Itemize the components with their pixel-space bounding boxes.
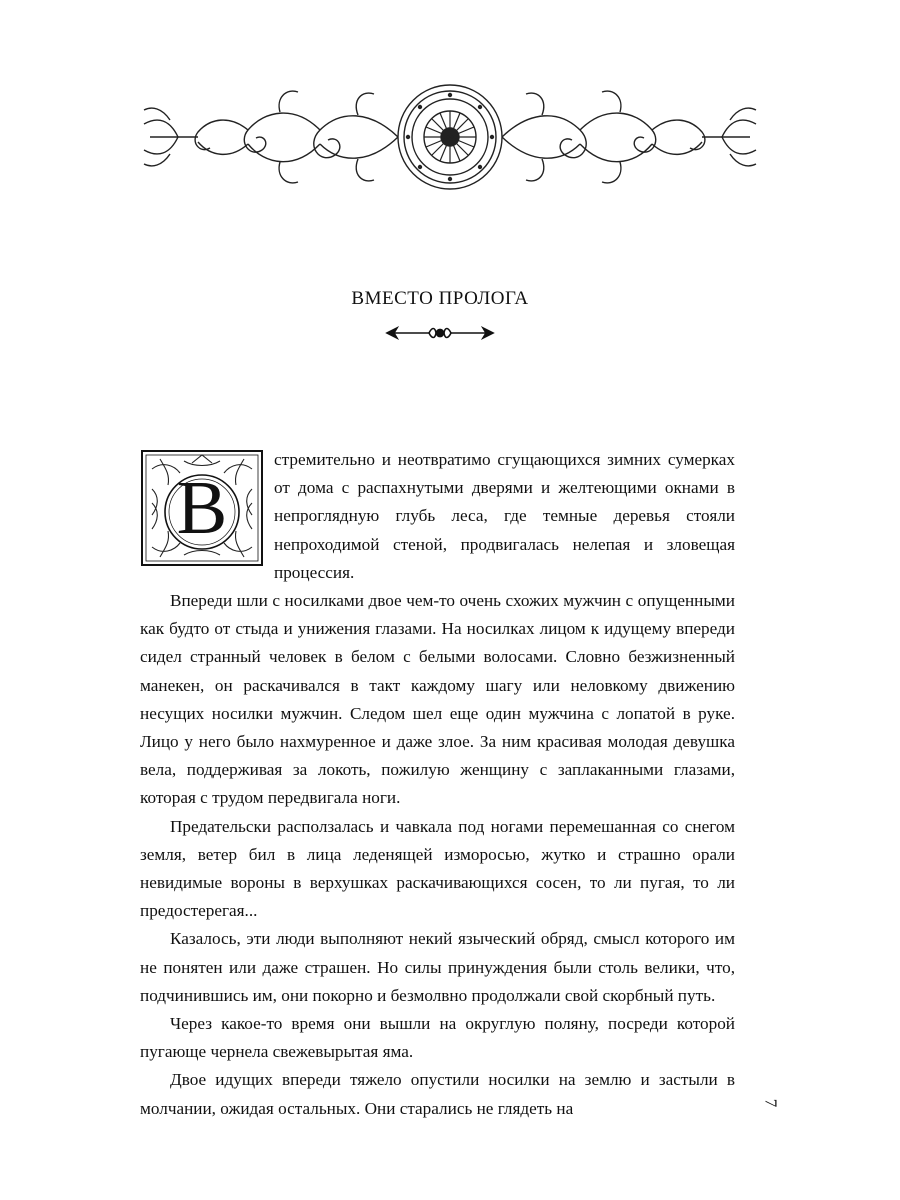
paragraph: Двое идущих впереди тяжело опустили носилки на землю и застыли в молчании, ожидая остальных. Они старались не глядеть на <box>140 1070 735 1118</box>
main-text <box>140 446 735 1123</box>
paragraph: стремительно и неотвратимо сгущающихся зимних сумерках от дома с распахнутыми дверями и желтеющими окнами в непроглядную глубь леса, где темные деревья стояли непроходимой стеной, продвигалась нелепая и зловещая процессия. <box>274 450 735 582</box>
page-number: 7 <box>761 1098 781 1108</box>
dropcap <box>140 449 264 567</box>
paragraph: Предательски расползалась и чавкала под ногами перемешанная со снегом земля, ветер бил в лица леденящей изморосью, жутко и страшно орали невидимые вороны в верхушках раскачивающихся сосен, то ли пугая, то ли предостерегая... <box>140 816 735 921</box>
paragraph: Казалось, эти люди выполняют некий языческий обряд, смысл которого им не понятен или даже страшен. Но силы принуждения были столь велики, что, подчинившись им, они покорно и безмолвно продолжали свой скорбный путь. <box>140 929 735 1005</box>
title-flourish <box>385 323 495 343</box>
dropcap-letter: В <box>176 466 228 550</box>
paragraph: Впереди шли с носилками двое чем-то очень схожих мужчин с опущенными как будто от стыда и унижения глазами. На носилках лицом к идущему впереди сидел странный человек в белом с белыми волосами. Словно безжизненный манекен, он раскачивался в такт каждому шагу или неловкому движению несущих носилки мужчин. Следом шел еще один мужчина с лопатой в руке. Лицо у него было нахмуренное и даже злое. За ним красивая молодая девушка вела, поддерживая за локоть, пожилую женщину с заплаканными глазами, которая с трудом передвигала ноги. <box>140 591 735 808</box>
header-ornament <box>130 80 770 195</box>
paragraph: Через какое-то время они вышли на округлую поляну, посреди которой пугающе чернела свежевырытая яма. <box>140 1014 735 1062</box>
chapter-title: ВМЕСТО ПРОЛОГА <box>351 288 529 309</box>
